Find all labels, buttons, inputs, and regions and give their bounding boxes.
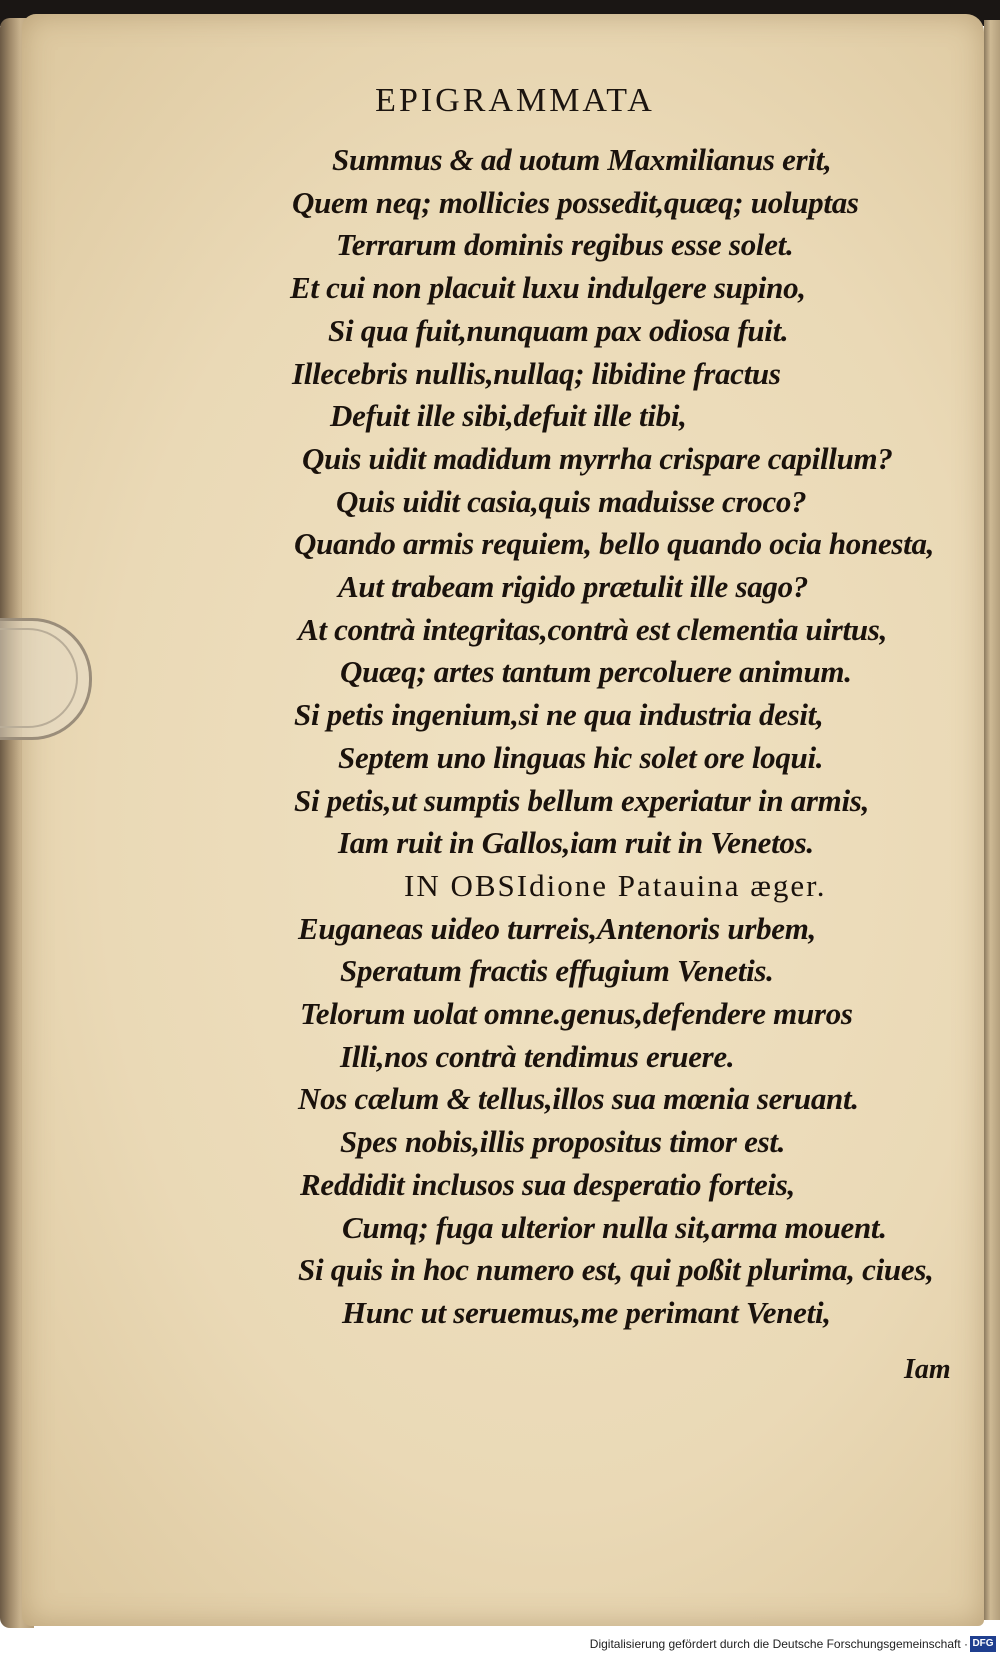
footer-credit: Digitalisierung gefördert durch die Deutsche Forschungsgemeinschaft · (589, 1637, 968, 1651)
verse-line: Aut trabeam rigido prætulit ille sago? (338, 569, 809, 604)
verse-line: Quis uidit madidum myrrha crispare capillum? (302, 440, 893, 476)
verse-line: Si petis,ut sumptis bellum experiatur in armis, (294, 782, 870, 818)
section-heading-line: IN OBSIdione Patauina æger. (404, 867, 827, 903)
verse-line: At contrà integritas,contrà est clementia uirtus, (298, 611, 888, 647)
verse-line: Summus & ad uotum Maxmilianus erit, (332, 142, 832, 177)
book-edge-right (984, 20, 1000, 1620)
verse-line: Si qua fuit,nunquam pax odiosa fuit. (328, 312, 789, 348)
verse-line: Telorum uolat omne.genus,defendere muros (300, 996, 853, 1031)
verse-line: Hunc ut seruemus,me perimant Veneti, (342, 1294, 831, 1330)
verse-line: Speratum fractis effugium Venetis. (340, 953, 774, 989)
verse-line: Defuit ille sibi,defuit ille tibi, (330, 398, 687, 434)
verse-line: Spes nobis,illis propositus timor est. (340, 1124, 786, 1160)
verse-line: Quæq; artes tantum percoluere animum. (340, 654, 852, 690)
verse-line: Iam ruit in Gallos,iam ruit in Venetos. (338, 825, 814, 861)
catchword: Iam (904, 1354, 951, 1385)
verse-line: Si quis in hoc numero est, qui poßit plurima, ciues, (298, 1252, 934, 1288)
verse-line: Quem neq; mollicies possedit,quæq; uoluptas (292, 184, 859, 220)
verse-line: Quis uidit casia,quis maduisse croco? (336, 483, 807, 519)
page-heading: EPIGRAMMATA (375, 82, 655, 119)
verse-line: Nos cælum & tellus,illos sua mœnia seruant. (298, 1081, 859, 1117)
verse-line: Reddidit inclusos sua desperatio forteis, (300, 1166, 795, 1202)
verse-line: Illecebris nullis,nullaq; libidine fractus (292, 355, 781, 391)
verse-line: Si petis ingenium,si ne qua industria desit, (294, 697, 824, 733)
verse-line: Cumq; fuga ulterior nulla sit,arma mouent. (342, 1209, 887, 1245)
verse-line: Terrarum dominis regibus esse solet. (336, 227, 794, 263)
verse-line: Quando armis requiem, bello quando ocia honesta, (294, 526, 935, 562)
verse-line: Illi,nos contrà tendimus eruere. (340, 1038, 735, 1074)
verse-line: Et cui non placuit luxu indulgere supino, (290, 270, 806, 306)
verse-line: Septem uno linguas hic solet ore loqui. (338, 739, 824, 775)
footer-bar (0, 1634, 1000, 1658)
verse-line: Euganeas uideo turreis,Antenoris urbem, (298, 910, 817, 946)
dfg-logo-icon: DFG (970, 1636, 996, 1652)
